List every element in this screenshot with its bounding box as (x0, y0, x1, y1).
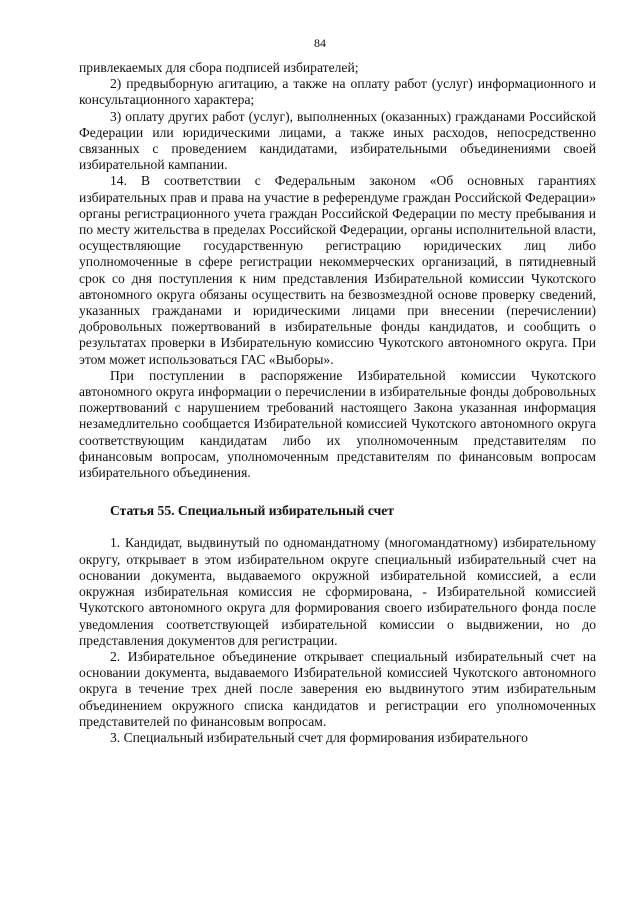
section-gap (79, 519, 596, 535)
section-gap (79, 481, 596, 503)
paragraph: 14. В соответствии с Федеральным законом «Об основных гарантиях избирательных прав и права на участие в референдуме граждан Российской Федерации» органы регистрационного учета граждан Российской Федерации по месту пребывания и по месту жительства в пределах Российской Федерации, органы исполнительной власти, осуществляющие государственную регистрацию юридических лиц либо уполномоченные в сфере регистрации некоммерческих организаций, в пятидневный срок со дня поступления к ним представления Избирательной комиссии Чукотского автономного округа обязаны осуществить на безвозмездной основе проверку сведений, указанных гражданами и юридическими лицами при внесении (перечислении) добровольных пожертвований в избирательные фонды кандидатов, и сообщить о результатах проверки в Избирательную комиссию Чукотского автономного округа. При этом может использоваться ГАС «Выборы». (79, 173, 596, 367)
paragraph: При поступлении в распоряжение Избирательной комиссии Чукотского автономного округа информации о перечислении в избирательные фонды добровольных пожертвований с нарушением требований настоящего Закона указанная информация незамедлительно сообщается Избирательной комиссией Чукотского автономного округа соответствующим кандидатам либо их уполномоченным представителям по финансовым вопросам, уполномоченным представителям по финансовым вопросам избирательного объединения. (79, 367, 596, 481)
document-body (79, 60, 596, 746)
paragraph: 2. Избирательное объединение открывает специальный избирательный счет на основании документа, выдаваемого Избирательной комиссией Чукотского автономного округа в течение трех дней после заверения ею выдвинутого этим избирательным объединением окружного списка кандидатов и регистрации его уполномоченных представителей по финансовым вопросам. (79, 648, 596, 729)
page-number: 84 (314, 36, 326, 50)
article-heading: Статья 55. Специальный избирательный счет (110, 503, 394, 519)
paragraph: 3. Специальный избирательный счет для формирования избирательного (110, 729, 528, 745)
paragraph: 2) предвыборную агитацию, а также на оплату работ (услуг) информационного и консультационного характера; (79, 76, 596, 108)
paragraph: 3) оплату других работ (услуг), выполненных (оказанных) гражданами Российской Федерации или юридическими лицами, а также иных расходов, непосредственно связанных с проведением кандидатами, избирательными объединениями своей избирательной кампании. (79, 108, 596, 173)
paragraph: 1. Кандидат, выдвинутый по одномандатному (многомандатному) избирательному округу, открывает в этом избирательном округе специальный избирательный счет на основании документа, выдаваемого окружной избирательной комиссией, а если окружная избирательная комиссия не сформирована, - Избирательной комиссией Чукотского автономного округа для формирования своего избирательного фонда после уведомления соответствующей избирательной комиссии о выдвижении, но до представления документов для регистрации. (79, 535, 596, 648)
paragraph: привлекаемых для сбора подписей избирателей; (79, 60, 359, 75)
